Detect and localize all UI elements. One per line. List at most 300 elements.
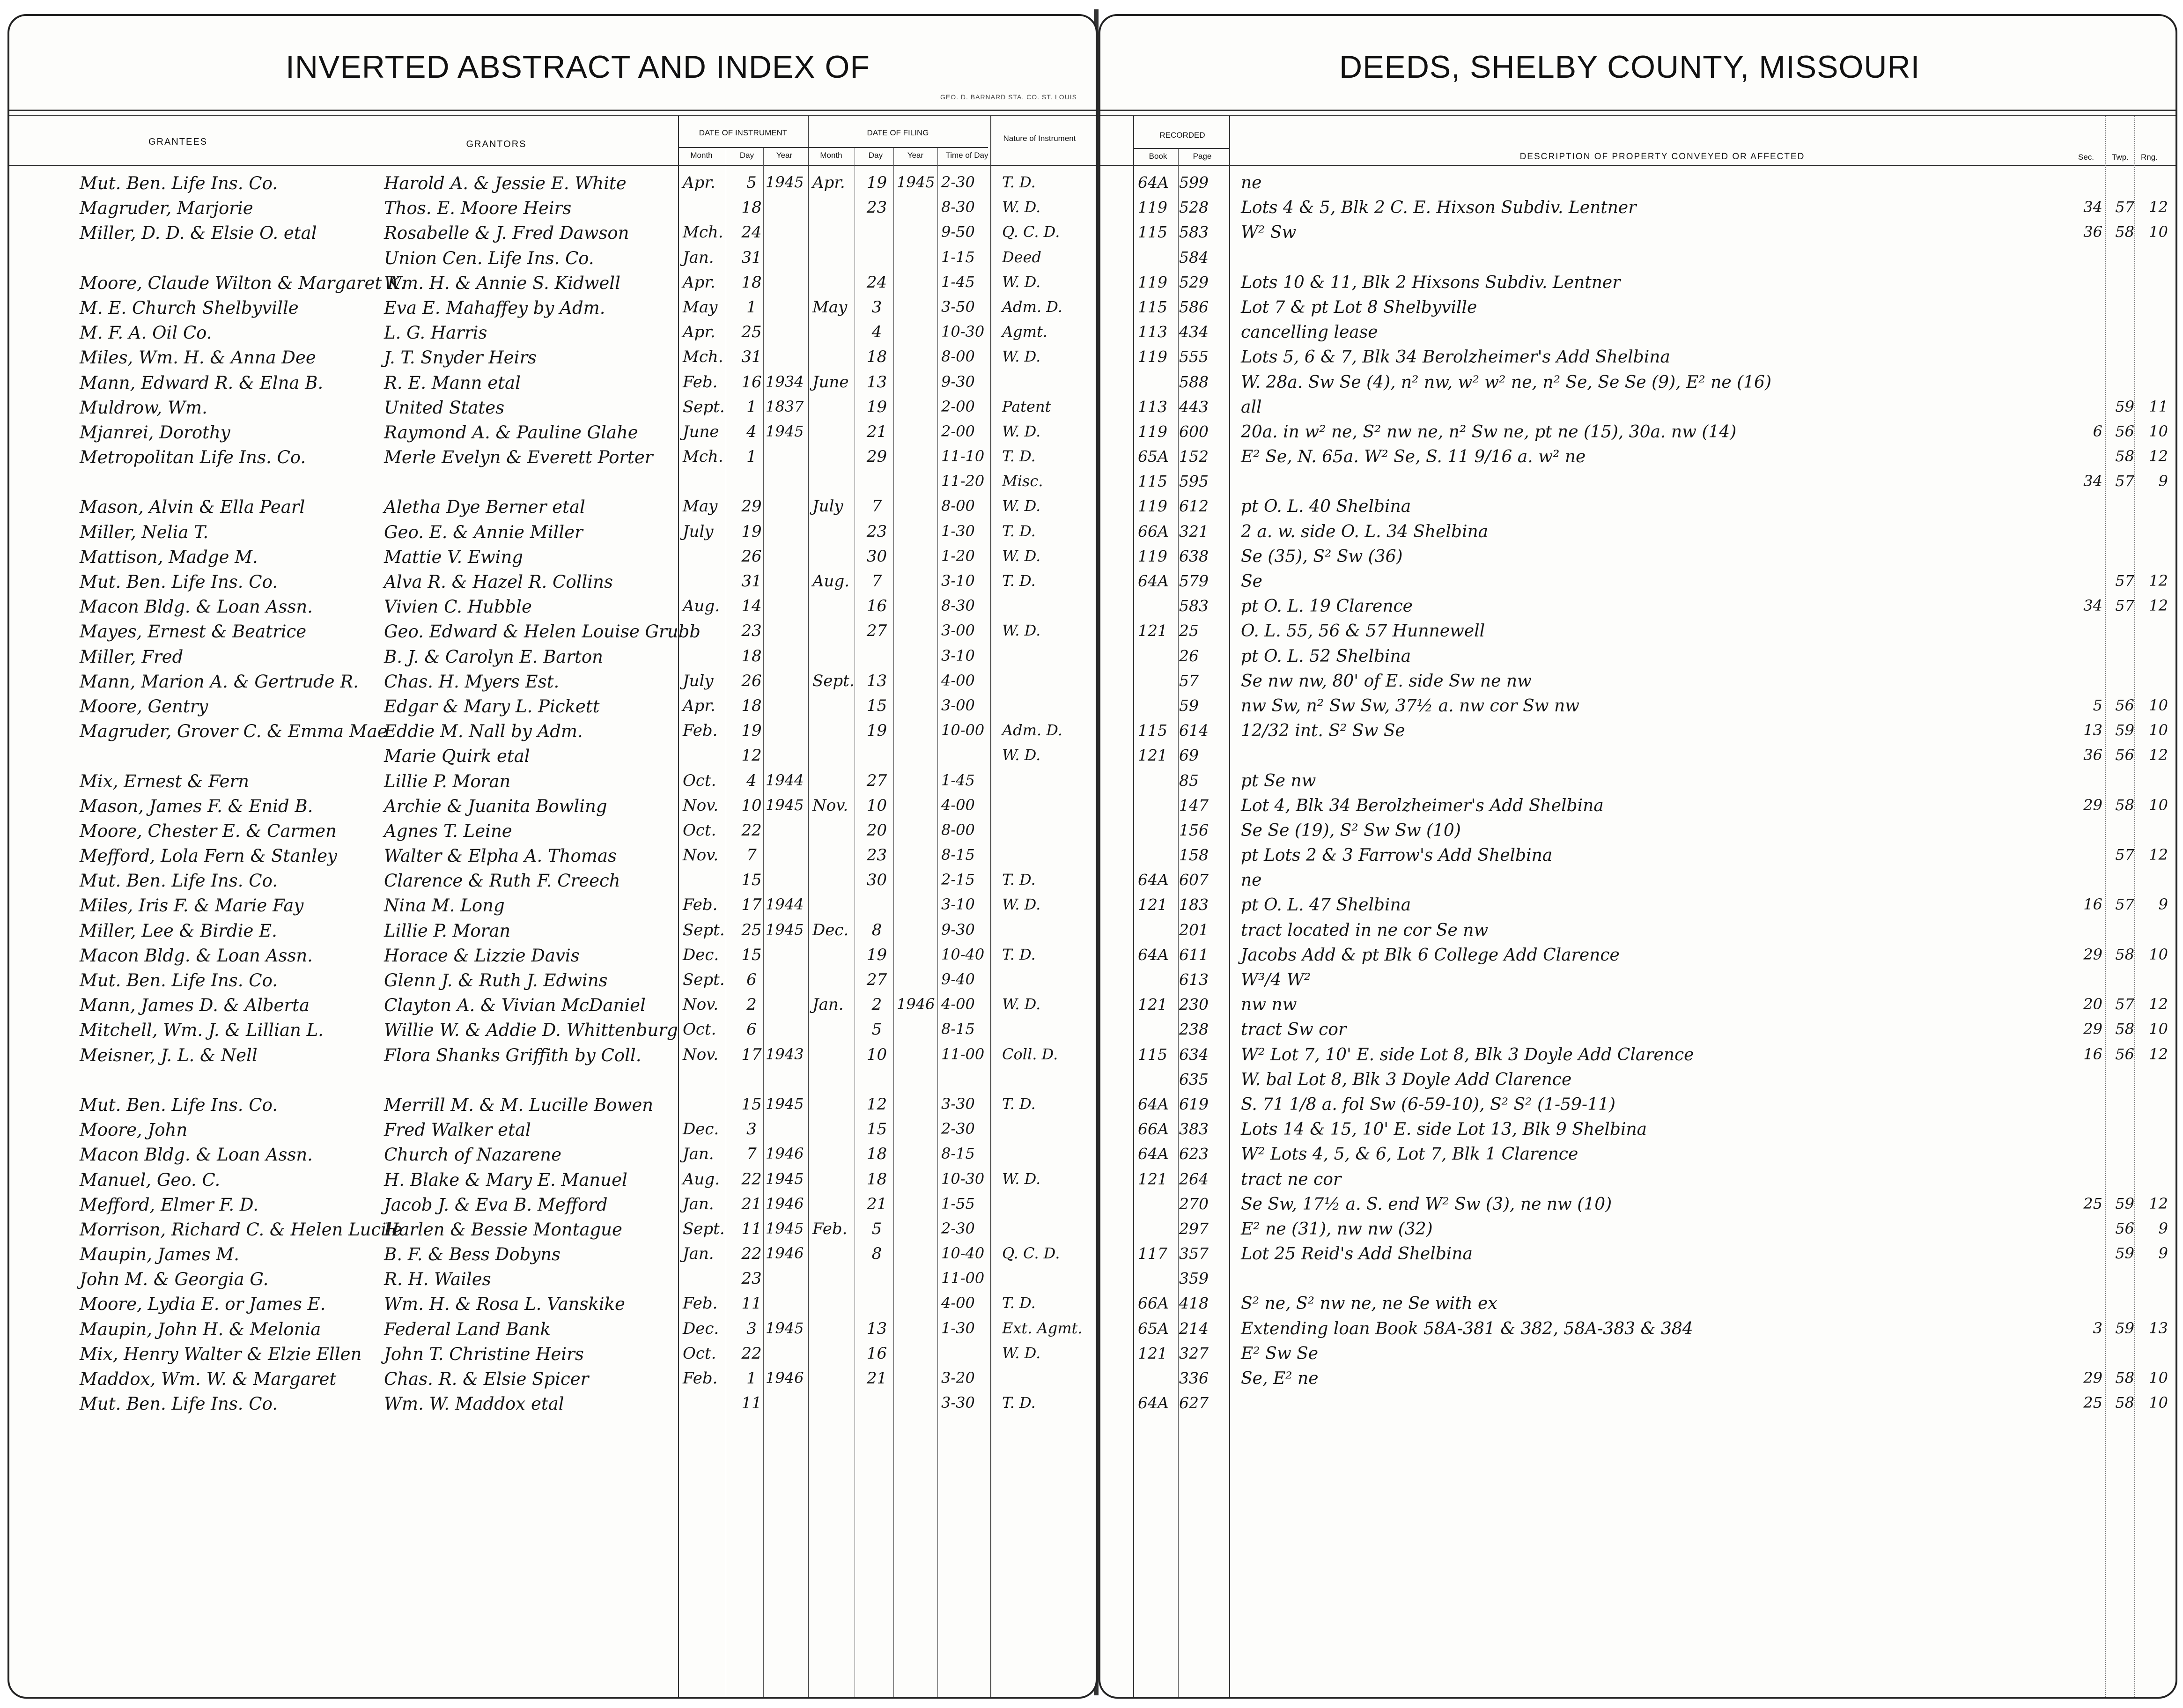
- book-cell: 65A: [1138, 447, 1169, 466]
- nature-cell: T. D.: [1002, 1094, 1036, 1113]
- twp-cell: 57: [2115, 895, 2134, 914]
- instrument-day-cell: 25: [741, 323, 762, 342]
- filing-day-cell: 15: [866, 696, 887, 715]
- instrument-month-cell: May: [683, 497, 718, 516]
- description-cell: Se Se (19), S² Sw Sw (10): [1241, 821, 1461, 840]
- instrument-month-cell: Oct.: [683, 1344, 716, 1363]
- sec-cell: 29: [2083, 945, 2102, 963]
- time-of-day-cell: 10-40: [941, 945, 985, 963]
- instrument-month-cell: Feb.: [683, 895, 718, 915]
- time-of-day-cell: 2-00: [941, 397, 975, 415]
- grantee-cell: Maupin, James M.: [80, 1244, 239, 1265]
- ledger-row: [1100, 1266, 2176, 1291]
- ledger-row: [9, 1217, 1096, 1242]
- instrument-year-header: Year: [776, 151, 793, 160]
- ledger-row: [1100, 544, 2176, 569]
- ledger-row: [9, 669, 1096, 694]
- nature-cell: T. D.: [1002, 871, 1036, 889]
- instrument-day-cell: 10: [741, 796, 762, 815]
- ledger-row: [1100, 220, 2176, 245]
- instrument-day-cell: 14: [741, 597, 762, 616]
- grantor-cell: Glenn J. & Ruth J. Edwins: [384, 970, 608, 991]
- filing-day-cell: 30: [866, 547, 887, 566]
- instrument-day-cell: 19: [741, 721, 762, 740]
- nature-cell: T. D.: [1002, 522, 1036, 540]
- instrument-day-cell: 1: [746, 1369, 757, 1388]
- ledger-row: [9, 893, 1096, 917]
- instrument-day-cell: 1: [746, 447, 757, 466]
- grantor-cell: Fred Walker etal: [384, 1120, 531, 1140]
- twp-cell: 56: [2115, 696, 2134, 714]
- ledger-row: [9, 843, 1096, 868]
- ledger-row: [1100, 918, 2176, 943]
- book-cell: 64A: [1138, 871, 1169, 889]
- twp-cell: 56: [2115, 422, 2134, 440]
- instrument-year-cell: 1945: [766, 1319, 804, 1337]
- description-cell: W. 28a. Sw Se (4), n² nw, w² w² ne, n² Se, Se Se (9), E² ne (16): [1241, 372, 1771, 392]
- ledger-row: [9, 918, 1096, 943]
- nature-cell: T. D.: [1002, 1294, 1036, 1312]
- sec-cell: 6: [2093, 422, 2102, 440]
- grantor-cell: Nina M. Long: [384, 895, 505, 916]
- nature-cell: W. D.: [1002, 746, 1041, 764]
- grantor-cell: Agnes T. Leine: [384, 821, 512, 841]
- book-cell: 66A: [1138, 1120, 1169, 1139]
- page-cell: 418: [1179, 1294, 1209, 1313]
- filing-day-cell: 23: [866, 198, 887, 217]
- twp-cell: 58: [2115, 1369, 2134, 1387]
- grantor-cell: Wm. W. Maddox etal: [384, 1394, 564, 1414]
- ledger-row: [9, 644, 1096, 669]
- page-cell: 25: [1179, 621, 1199, 640]
- ledger-row: [9, 1291, 1096, 1316]
- ledger-row: [1100, 245, 2176, 270]
- twp-header: Twp.: [2112, 153, 2129, 162]
- book-cell: 119: [1138, 273, 1167, 291]
- rng-cell: 9: [2158, 1244, 2168, 1263]
- grantor-cell: Chas. R. & Elsie Spicer: [384, 1369, 589, 1389]
- filing-month-cell: Jan.: [812, 995, 844, 1014]
- instrument-month-cell: Jan.: [683, 248, 714, 267]
- sec-cell: 25: [2083, 1394, 2102, 1412]
- instrument-year-cell: 1945: [766, 1094, 804, 1113]
- instrument-day-cell: 31: [741, 572, 762, 591]
- page-cell: 264: [1179, 1169, 1209, 1188]
- description-cell: Lots 10 & 11, Blk 2 Hixsons Subdiv. Lentner: [1241, 273, 1621, 292]
- description-cell: pt O. L. 19 Clarence: [1241, 597, 1413, 616]
- sec-cell: 5: [2093, 696, 2102, 714]
- filing-day-cell: 23: [866, 846, 887, 865]
- book-cell: 121: [1138, 1169, 1167, 1188]
- filing-day-cell: 27: [866, 970, 887, 989]
- nature-cell: Q. C. D.: [1002, 223, 1060, 241]
- instrument-month-cell: July: [683, 671, 714, 690]
- ledger-row: [1100, 893, 2176, 917]
- time-of-day-cell: 3-30: [941, 1394, 975, 1412]
- rng-cell: 12: [2149, 846, 2168, 864]
- time-of-day-cell: 11-20: [941, 472, 985, 490]
- instrument-month-cell: Feb.: [683, 1369, 718, 1388]
- page-cell: 599: [1179, 173, 1209, 192]
- nature-cell: T. D.: [1002, 447, 1036, 466]
- ledger-row: [9, 469, 1096, 494]
- description-cell: nw Sw, n² Sw Sw, 37½ a. nw cor Sw nw: [1241, 696, 1579, 716]
- page-cell: 528: [1179, 198, 1209, 217]
- ledger-row: [9, 1316, 1096, 1341]
- page-cell: 147: [1179, 796, 1209, 814]
- filing-day-cell: 3: [871, 297, 882, 317]
- instrument-day-cell: 23: [741, 1269, 762, 1288]
- time-of-day-cell: 8-15: [941, 846, 975, 864]
- book-cell: 66A: [1138, 1294, 1169, 1313]
- page-cell: 595: [1179, 472, 1209, 491]
- grantor-cell: B. F. & Bess Dobyns: [384, 1244, 561, 1265]
- nature-cell: Agmt.: [1002, 323, 1047, 341]
- ledger-row: [9, 968, 1096, 992]
- page-cell: 613: [1179, 970, 1209, 989]
- time-of-day-cell: 3-10: [941, 895, 975, 914]
- instrument-day-cell: 12: [741, 746, 762, 765]
- instrument-month-cell: Jan.: [683, 1145, 714, 1164]
- grantee-cell: Mut. Ben. Life Ins. Co.: [80, 572, 278, 592]
- time-of-day-cell: 1-20: [941, 547, 975, 565]
- sec-cell: 29: [2083, 796, 2102, 814]
- book-cell: 115: [1138, 472, 1167, 491]
- instrument-year-cell: 1946: [766, 1369, 804, 1387]
- book-cell: 65A: [1138, 1319, 1169, 1338]
- description-cell: 20a. in w² ne, S² nw ne, n² Sw ne, pt ne (15), 30a. nw (14): [1241, 422, 1737, 442]
- nature-cell: T. D.: [1002, 945, 1036, 963]
- page-cell: 583: [1179, 223, 1209, 242]
- time-of-day-cell: 9-30: [941, 372, 975, 391]
- grantor-cell: Mattie V. Ewing: [384, 547, 523, 567]
- rng-cell: 10: [2149, 696, 2168, 714]
- instrument-year-cell: 1945: [766, 920, 804, 939]
- ledger-row: [1100, 619, 2176, 643]
- grantor-cell: Willie W. & Addie D. Whittenburg: [384, 1020, 678, 1041]
- filing-day-cell: 12: [866, 1094, 887, 1114]
- rng-header: Rng.: [2141, 153, 2158, 162]
- filing-year-cell: 1945: [897, 173, 935, 191]
- instrument-day-cell: 18: [741, 273, 762, 292]
- date-of-filing-header: DATE OF FILING: [867, 128, 929, 137]
- grantor-cell: Geo. Edward & Helen Louise Grubb: [384, 621, 701, 642]
- ledger-row: [1100, 494, 2176, 519]
- time-of-day-cell: 9-30: [941, 920, 975, 939]
- time-of-day-cell: 2-00: [941, 422, 975, 440]
- filing-day-cell: 21: [866, 1369, 887, 1388]
- ledger-row: [1100, 968, 2176, 992]
- time-of-day-cell: 9-40: [941, 970, 975, 988]
- instrument-month-cell: Jan.: [683, 1244, 714, 1264]
- time-of-day-cell: 11-00: [941, 1269, 985, 1287]
- ledger-row: [9, 544, 1096, 569]
- twp-cell: 56: [2115, 1219, 2134, 1237]
- sec-cell: 34: [2083, 198, 2102, 216]
- instrument-month-cell: Jan.: [683, 1194, 714, 1213]
- ledger-row: [9, 1142, 1096, 1167]
- instrument-day-cell: 26: [741, 671, 762, 690]
- ledger-row: [9, 170, 1096, 195]
- filing-month-cell: Dec.: [812, 920, 849, 939]
- description-cell: W. bal Lot 8, Blk 3 Doyle Add Clarence: [1241, 1070, 1572, 1089]
- instrument-year-cell: 1944: [766, 771, 804, 789]
- sec-cell: 29: [2083, 1369, 2102, 1387]
- instrument-month-header: Month: [690, 151, 713, 160]
- header-rule-thin: [1100, 115, 2176, 116]
- grantee-cell: Mefford, Elmer F. D.: [80, 1194, 258, 1215]
- grantor-cell: R. E. Mann etal: [384, 372, 521, 393]
- book-cell: 64A: [1138, 1394, 1169, 1412]
- page-cell: 152: [1179, 447, 1209, 466]
- description-cell: cancelling lease: [1241, 323, 1378, 342]
- twp-cell: 57: [2115, 572, 2134, 590]
- instrument-month-cell: Mch.: [683, 223, 723, 242]
- filing-month-cell: May: [812, 297, 848, 317]
- grantee-cell: Miles, Wm. H. & Anna Dee: [80, 348, 316, 368]
- instrument-year-cell: 1943: [766, 1045, 804, 1063]
- time-of-day-cell: 8-15: [941, 1145, 975, 1163]
- filing-year-cell: 1946: [897, 995, 935, 1013]
- description-cell: Se, E² ne: [1241, 1369, 1319, 1388]
- instrument-month-cell: Feb.: [683, 372, 718, 392]
- rng-cell: 10: [2149, 1369, 2168, 1387]
- page-cell: 230: [1179, 995, 1209, 1014]
- instrument-day-cell: 18: [741, 198, 762, 217]
- page-cell: 156: [1179, 821, 1209, 839]
- grantor-cell: Harold A. & Jessie E. White: [384, 173, 627, 193]
- grantor-cell: Walter & Elpha A. Thomas: [384, 846, 617, 866]
- instrument-day-cell: 4: [746, 422, 757, 441]
- instrument-day-cell: 31: [741, 348, 762, 367]
- ledger-row: [9, 594, 1096, 619]
- ledger-row: [1100, 1117, 2176, 1142]
- page-cell: 586: [1179, 297, 1209, 316]
- grantee-cell: Mefford, Lola Fern & Stanley: [80, 846, 337, 866]
- grantee-cell: Mann, Edward R. & Elna B.: [80, 372, 324, 393]
- ledger-row: [1100, 420, 2176, 444]
- instrument-day-cell: 25: [741, 920, 762, 939]
- description-cell: S² ne, S² nw ne, ne Se with ex: [1241, 1294, 1497, 1314]
- filing-day-cell: 10: [866, 1045, 887, 1064]
- book-header: Book: [1149, 152, 1167, 161]
- filing-day-cell: 13: [866, 1319, 887, 1338]
- grantor-cell: Geo. E. & Annie Miller: [384, 522, 583, 542]
- page-cell: 611: [1179, 945, 1209, 964]
- filing-month-cell: Nov.: [812, 796, 848, 815]
- description-cell: 2 a. w. side O. L. 34 Shelbina: [1241, 522, 1489, 541]
- description-cell: Extending loan Book 58A-381 & 382, 58A-383 & 384: [1241, 1319, 1693, 1338]
- instrument-month-cell: Sept.: [683, 970, 725, 989]
- instrument-month-cell: Mch.: [683, 447, 723, 466]
- book-cell: 113: [1138, 397, 1167, 416]
- instrument-day-cell: 6: [746, 1020, 757, 1039]
- ledger-row: [9, 1341, 1096, 1366]
- grantee-cell: Moore, John: [80, 1120, 188, 1140]
- grantor-cell: Jacob J. & Eva B. Mefford: [384, 1194, 608, 1215]
- description-cell: E² ne (31), nw nw (32): [1241, 1219, 1433, 1239]
- instrument-day-header: Day: [739, 151, 754, 160]
- nature-cell: Patent: [1002, 397, 1051, 415]
- grantor-cell: Merle Evelyn & Everett Porter: [384, 447, 653, 468]
- page-cell: 321: [1179, 522, 1209, 540]
- time-of-day-cell: 8-00: [941, 497, 975, 515]
- description-cell: O. L. 55, 56 & 57 Hunnewell: [1241, 621, 1485, 641]
- page-cell: 85: [1179, 771, 1199, 790]
- description-cell: tract Sw cor: [1241, 1020, 1347, 1040]
- grantor-cell: Raymond A. & Pauline Glahe: [384, 422, 638, 443]
- description-cell: E² Sw Se: [1241, 1344, 1319, 1363]
- left-ledger-page: [7, 14, 1098, 1699]
- filing-day-cell: 19: [866, 721, 887, 740]
- twp-cell: 58: [2115, 945, 2134, 963]
- instrument-month-cell: Sept.: [683, 1219, 725, 1238]
- ledger-row: [1100, 594, 2176, 619]
- description-cell: Se: [1241, 572, 1262, 591]
- rng-cell: 10: [2149, 721, 2168, 739]
- filing-month-header: Month: [820, 151, 842, 160]
- instrument-month-cell: Dec.: [683, 1120, 719, 1139]
- ledger-row: [1100, 370, 2176, 395]
- time-of-day-cell: 3-00: [941, 621, 975, 640]
- page-cell: 579: [1179, 572, 1209, 590]
- grantor-cell: Harlen & Bessie Montague: [384, 1219, 622, 1240]
- instrument-month-cell: Apr.: [683, 696, 715, 715]
- grantee-cell: Mason, Alvin & Ella Pearl: [80, 497, 305, 518]
- book-cell: 121: [1138, 895, 1167, 914]
- filing-day-header: Day: [868, 151, 883, 160]
- page-cell: 627: [1179, 1394, 1209, 1412]
- time-of-day-cell: 1-15: [941, 248, 975, 266]
- page-cell: 297: [1179, 1219, 1209, 1238]
- grantee-cell: Mut. Ben. Life Ins. Co.: [80, 1094, 278, 1115]
- page-cell: 26: [1179, 646, 1199, 665]
- instrument-day-cell: 16: [741, 372, 762, 392]
- grantee-cell: Mut. Ben. Life Ins. Co.: [80, 1394, 278, 1414]
- rng-cell: 12: [2149, 597, 2168, 615]
- grantor-cell: Lillie P. Moran: [384, 771, 511, 791]
- ledger-row: [9, 195, 1096, 220]
- ledger-row: [9, 1067, 1096, 1092]
- time-of-day-cell: 1-55: [941, 1194, 975, 1213]
- rng-cell: 10: [2149, 1020, 2168, 1038]
- filing-day-cell: 24: [866, 273, 887, 292]
- ledger-row: [1100, 868, 2176, 893]
- grantor-cell: Rosabelle & J. Fred Dawson: [384, 223, 629, 244]
- grantee-cell: Moore, Chester E. & Carmen: [80, 821, 337, 841]
- ledger-row: [9, 220, 1096, 245]
- time-of-day-cell: 1-30: [941, 522, 975, 540]
- filing-year-header: Year: [907, 151, 924, 160]
- time-of-day-cell: 10-30: [941, 1169, 985, 1188]
- ledger-row: [9, 868, 1096, 893]
- book-cell: 115: [1138, 721, 1167, 740]
- grantor-cell: Clayton A. & Vivian McDaniel: [384, 995, 646, 1016]
- ledger-row: [1100, 444, 2176, 469]
- book-cell: 64A: [1138, 945, 1169, 964]
- grantee-cell: Macon Bldg. & Loan Assn.: [80, 597, 313, 617]
- description-cell: W² Lot 7, 10' E. side Lot 8, Blk 3 Doyle Add Clarence: [1241, 1045, 1694, 1065]
- grantee-cell: Morrison, Richard C. & Helen Lucile: [80, 1219, 402, 1240]
- filing-day-cell: 4: [871, 323, 882, 342]
- description-cell: Lot 25 Reid's Add Shelbina: [1241, 1244, 1473, 1264]
- nature-cell: Adm. D.: [1002, 721, 1062, 739]
- rng-cell: 10: [2149, 1394, 2168, 1412]
- instrument-day-cell: 1: [746, 297, 757, 317]
- instrument-day-cell: 18: [741, 696, 762, 715]
- filing-day-cell: 21: [866, 422, 887, 441]
- instrument-day-cell: 11: [741, 1219, 762, 1238]
- page-cell: 214: [1179, 1319, 1209, 1338]
- nature-cell: W. D.: [1002, 198, 1041, 216]
- grantee-cell: Mitchell, Wm. J. & Lillian L.: [80, 1020, 324, 1041]
- instrument-year-cell: 1945: [766, 796, 804, 814]
- ledger-row: [1100, 769, 2176, 793]
- description-cell: Se Sw, 17½ a. S. end W² Sw (3), ne nw (10): [1241, 1194, 1612, 1214]
- ledger-row: [1100, 669, 2176, 694]
- instrument-month-cell: Sept.: [683, 920, 725, 939]
- time-of-day-cell: 8-00: [941, 821, 975, 839]
- grantee-cell: Macon Bldg. & Loan Assn.: [80, 1145, 313, 1165]
- instrument-month-cell: Dec.: [683, 1319, 719, 1338]
- grantee-cell: Mayes, Ernest & Beatrice: [80, 621, 307, 642]
- instrument-year-cell: 1837: [766, 397, 804, 415]
- grantee-cell: Miller, Nelia T.: [80, 522, 209, 542]
- instrument-day-cell: 22: [741, 1344, 762, 1363]
- grantor-cell: J. T. Snyder Heirs: [384, 348, 537, 368]
- filing-day-cell: 30: [866, 871, 887, 890]
- ledger-row: [9, 619, 1096, 643]
- nature-cell: Misc.: [1002, 472, 1043, 490]
- ledger-row: [1100, 1192, 2176, 1217]
- instrument-day-cell: 3: [746, 1120, 757, 1139]
- sec-cell: 25: [2083, 1194, 2102, 1213]
- filing-day-cell: 23: [866, 522, 887, 541]
- ledger-row: [1100, 320, 2176, 345]
- page-cell: 158: [1179, 846, 1209, 865]
- rng-cell: 12: [2149, 198, 2168, 216]
- ledger-row: [9, 569, 1096, 594]
- description-cell: Se (35), S² Sw (36): [1241, 547, 1403, 566]
- time-of-day-cell: 8-00: [941, 348, 975, 366]
- rng-cell: 9: [2158, 1219, 2168, 1237]
- twp-cell: 56: [2115, 746, 2134, 764]
- grantor-cell: Thos. E. Moore Heirs: [384, 198, 572, 219]
- instrument-year-cell: 1934: [766, 372, 804, 391]
- description-cell: Lots 14 & 15, 10' E. side Lot 13, Blk 9 Shelbina: [1241, 1120, 1647, 1139]
- time-of-day-cell: 3-10: [941, 646, 975, 665]
- sec-cell: 16: [2083, 1045, 2102, 1063]
- grantor-cell: Eddie M. Nall by Adm.: [384, 721, 583, 742]
- filing-day-cell: 18: [866, 1145, 887, 1164]
- instrument-month-cell: Apr.: [683, 173, 715, 192]
- description-cell: Lots 4 & 5, Blk 2 C. E. Hixson Subdiv. Lentner: [1241, 198, 1637, 218]
- nature-cell: W. D.: [1002, 422, 1041, 440]
- grantee-cell: Manuel, Geo. C.: [80, 1169, 221, 1190]
- header-rule: [1100, 110, 2176, 111]
- twp-cell: 59: [2115, 1194, 2134, 1213]
- ledger-row: [1100, 195, 2176, 220]
- filing-day-cell: 13: [866, 372, 887, 392]
- description-cell: Se nw nw, 80' of E. side Sw ne nw: [1241, 671, 1532, 691]
- grantee-cell: Macon Bldg. & Loan Assn.: [80, 945, 313, 966]
- description-cell: Lot 4, Blk 34 Berolzheimer's Add Shelbina: [1241, 796, 1604, 815]
- time-of-day-cell: 2-15: [941, 871, 975, 889]
- filing-day-cell: 5: [871, 1219, 882, 1238]
- grantor-cell: Merrill M. & M. Lucille Bowen: [384, 1094, 654, 1115]
- page-cell: 57: [1179, 671, 1199, 690]
- instrument-month-cell: Apr.: [683, 323, 715, 342]
